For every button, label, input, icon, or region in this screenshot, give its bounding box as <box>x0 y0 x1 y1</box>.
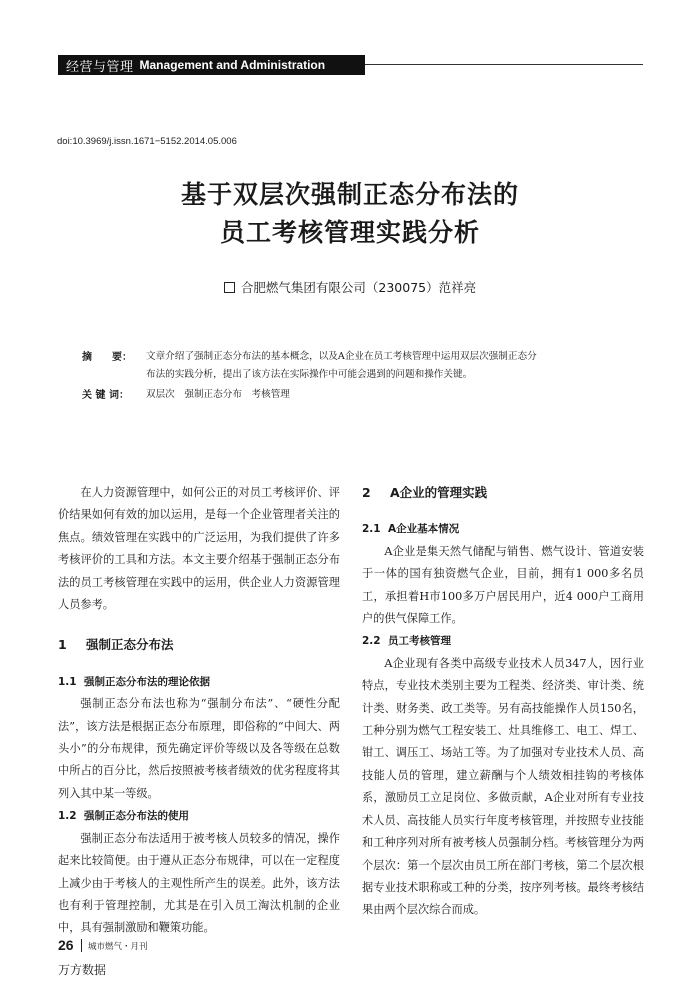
section-2-heading <box>362 482 644 504</box>
subsection-1-2-title: 强制正态分布法的使用 <box>84 810 189 823</box>
subsection-2-1-number: 2.1 <box>362 523 381 536</box>
abstract-line-1: 文章介绍了强制正态分布法的基本概念，以及A企业在员工考核管理中运用双层次强制正态分 <box>146 351 537 362</box>
paragraph-2-2: A企业现有各类中高级专业技术人员347人，因行业特点，专业技术类别主要为工程类、经济类、审计类、统计类、财务类、政工类等。另有高技能操作人员150名，工种分别为燃气工程安装工、灶具维修工、电工、焊工、钳工、调压工、场站工等。为了加强对专业技术人员、高技能人员的管理，建立薪酬与个人绩效相挂钩的考核体系，激励员工立足岗位、多做贡献，A企业对所有专业技术人员、高技能人员实行年度考核管理，并按照专业技能和工种序列对所有被考核人员强制分档。考核管理分为两个层次：第一个层次由员工所在部门考核，第二个层次根据专业技术职称或工种的分类，按序列考核。最终考核结果由两个层次综合而成。 <box>362 656 644 917</box>
subsection-1-1-heading <box>58 671 340 693</box>
section-header-bar <box>58 55 365 75</box>
subsection-2-2-title: 员工考核管理 <box>388 635 451 648</box>
journal-name: 城市燃气・月刊 <box>88 942 148 952</box>
subsection-1-2-number: 1.2 <box>58 810 77 823</box>
section-1-heading <box>58 634 340 656</box>
right-column <box>362 482 644 922</box>
section-label-cn: 经营与管理 <box>66 59 134 75</box>
page-number: 26 <box>58 937 74 953</box>
abstract-label: 摘 要： <box>82 352 132 363</box>
left-column <box>58 482 340 940</box>
subsection-2-2-heading <box>362 630 644 652</box>
title-line-1: 基于双层次强制正态分布法的 <box>180 180 519 209</box>
subsection-2-1-title: A企业基本情况 <box>388 523 460 536</box>
section-1-number: 1 <box>58 637 67 653</box>
section-1-title: 强制正态分布法 <box>86 637 174 653</box>
title-line-2: 员工考核管理实践分析 <box>219 218 480 247</box>
section-2-number: 2 <box>362 485 371 500</box>
footer-divider <box>81 939 82 952</box>
intro-paragraph: 在人力资源管理中，如何公正的对员工考核评价、评价结果如何有效的加以运用，是每一个企业管理者关注的焦点。绩效管理在实践中的广泛运用，为我们提供了许多考核评价的工具和方法。本文主要介绍基于强制正态分布法的员工考核管理在实践中的运用，供企业人力资源管理人员参考。 <box>58 486 340 612</box>
author-line <box>0 278 700 296</box>
doi: doi:10.3969/j.issn.1671−5152.2014.05.006 <box>57 136 237 147</box>
paragraph-1-1: 强制正态分布法也称为“强制分布法”、“硬性分配法”，该方法是根据正态分布原理，即俗称的“中间大、两头小”的分布规律，预先确定评价等级以及各等级在总数中所占的百分比，然后按照被考核者绩效的优劣程度将其列入其中某一等级。 <box>58 697 340 800</box>
subsection-1-1-title: 强制正态分布法的理论依据 <box>84 675 210 688</box>
author-text: 合肥燃气集团有限公司（230075）范祥亮 <box>240 280 477 295</box>
abstract-line-2: 布法的实践分析，提出了该方法在实际操作中可能会遇到的问题和操作关键。 <box>146 369 473 380</box>
keywords-label: 关 键 词： <box>82 390 129 401</box>
keywords-text: 双层次 强制正态分布 考核管理 <box>146 389 290 400</box>
subsection-2-1-heading <box>362 518 644 540</box>
author-box-icon <box>224 282 235 293</box>
paragraph-1-2: 强制正态分布法适用于被考核人员较多的情况，操作起来比较简便。由于遵从正态分布规律，可以在一定程度上减少由于考核人的主观性所产生的误差。此外，该方法也有利于管理控制，尤其是在引入员工淘汰机制的企业中，具有强制激励和鞭策功能。 <box>58 831 340 935</box>
subsection-1-1-number: 1.1 <box>58 675 77 688</box>
section-2-title: A企业的管理实践 <box>390 485 488 500</box>
subsection-2-2-number: 2.2 <box>362 635 381 648</box>
paragraph-2-1: A企业是集天然气储配与销售、燃气设计、管道安装于一体的国有独资燃气企业，目前，拥有1 000多名员工，承担着H市100多万户居民用户，近4 000户工商用户的供气保障工作。 <box>362 544 644 626</box>
section-label-en: Management and Administration <box>139 58 326 72</box>
header-rule <box>365 64 643 65</box>
subsection-1-2-heading <box>58 805 340 827</box>
watermark: 万方数据 <box>58 963 107 977</box>
